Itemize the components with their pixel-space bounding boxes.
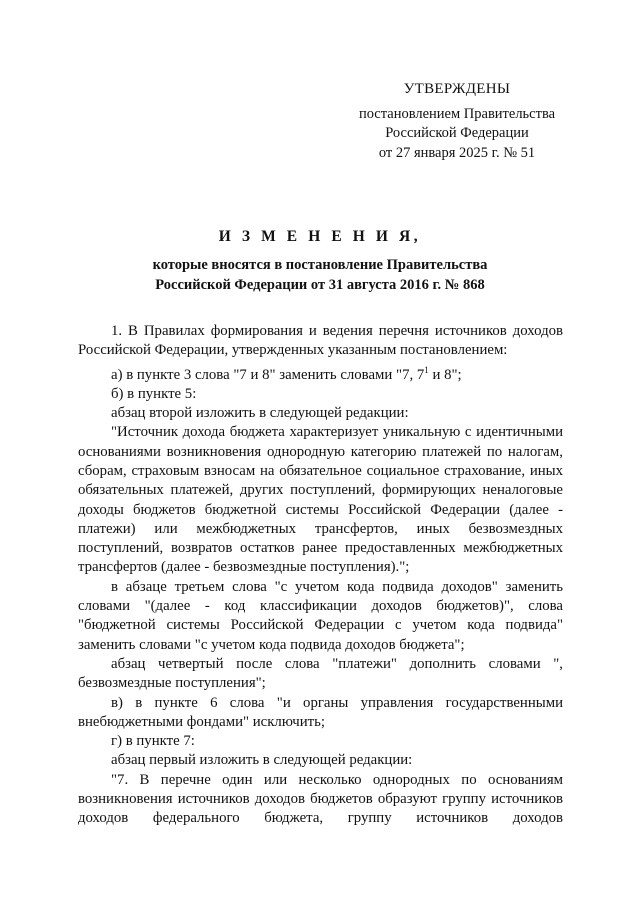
document-heading — [60, 228, 580, 295]
heading-subtitle-line: которые вносятся в постановление Правительства — [152, 257, 488, 273]
paragraph: б) в пункте 5: — [111, 385, 197, 402]
paragraph: г) в пункте 7: — [111, 733, 195, 750]
superscript: 1 — [424, 364, 429, 375]
paragraph: 1. В Правилах формирования и ведения перечня источников доходов Российской Федерации, утвержденных указанным постановлением: — [78, 323, 563, 359]
approval-line: постановлением Правительства — [358, 105, 556, 122]
heading-subtitle-line: Российской Федерации от 31 августа 2016 г. № 868 — [155, 277, 485, 293]
paragraph: абзац второй изложить в следующей редакции: — [111, 405, 409, 422]
paragraph-text: и 8"; — [428, 366, 462, 383]
approval-title: УТВЕРЖДЕНЫ — [403, 81, 511, 97]
approval-block — [352, 80, 562, 163]
paragraph: абзац четвертый после слова "платежи" дополнить словами ", безвозмездные поступления"; — [78, 655, 563, 692]
document-body — [78, 322, 563, 829]
paragraph-text: а) в пункте 3 слова "7 и 8" заменить словами "7, 7 — [111, 366, 425, 383]
paragraph — [78, 361, 563, 385]
paragraph: "Источник дохода бюджета характеризует уникальную с идентичными основаниями возникновения однородную категорию платежей по налогам, сборам, страховым взносам на обязательное социальное страхование, иных обязательных платежей, других поступлений, формирующих неналоговые доходы бюджетов бюджетной системы Российской Федерации (далее - платежи) или межбюджетных трансфертов, иных безвозмездных поступлений, возвратов остатков ранее предоставленных межбюджетных трансфертов (далее - безвозмездные поступления)."; — [78, 424, 563, 576]
paragraph: "7. В перечне один или несколько однородных по основаниям возникновения источников доходов бюджетов образуют группу источников доходов федерального бюджета, группу источников доходов — [78, 771, 563, 827]
approval-date-line: от 27 января 2025 г. № 51 — [378, 144, 536, 161]
approval-line: Российской Федерации — [385, 125, 529, 141]
paragraph: абзац первый изложить в следующей редакции: — [111, 752, 413, 769]
paragraph: в) в пункте 6 слова "и органы управления государственными внебюджетными фондами" исключить; — [78, 694, 563, 730]
heading-title: И З М Е Н Е Н И Я, — [218, 228, 422, 245]
paragraph: в абзаце третьем слова "с учетом кода подвида доходов" заменить словами "(далее - код классификации доходов бюджетов)", слова "бюджетной системы Российской Федерации с учетом кода подвида" заменить словами "с учетом кода подвида доходов бюджета"; — [78, 578, 563, 653]
